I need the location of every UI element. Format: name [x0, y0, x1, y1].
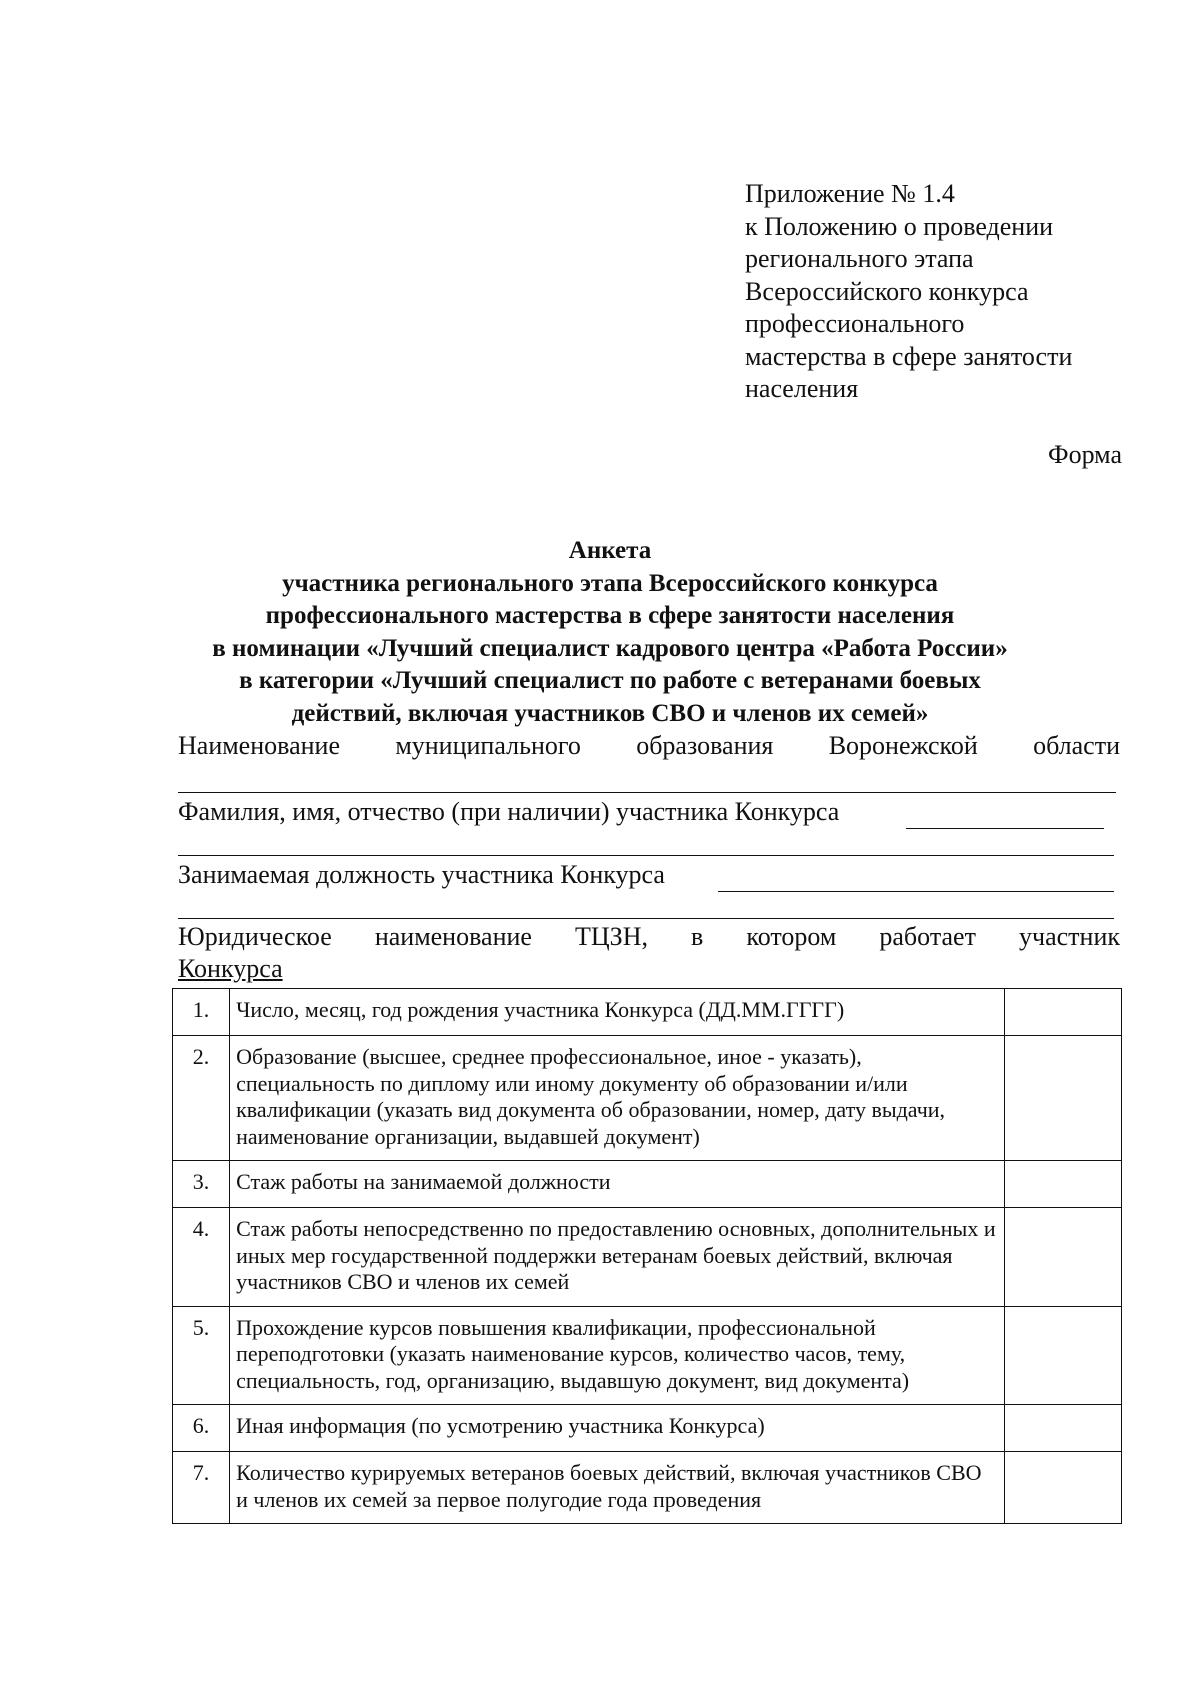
appendix-block: [745, 178, 1072, 406]
table-row: [173, 1208, 1122, 1307]
row-number: 6.: [173, 1405, 230, 1452]
appendix-line: регионального этапа: [745, 244, 974, 273]
answer-cell[interactable]: [1004, 1306, 1121, 1405]
legal-name-label: Юридическое наименование ТЦЗН, в котором работает участник: [178, 922, 1120, 951]
municipality-input-line[interactable]: [178, 792, 1116, 793]
row-number: 5.: [173, 1306, 230, 1405]
row-question: Образование (высшее, среднее профессиональное, иное - указать), специальность по диплому или иному документу об образовании и/или квалификации (указать вид документа об образовании, номер, дату выдачи, наименование организации, выдавшей документ): [230, 1036, 1005, 1161]
row-question: Количество курируемых ветеранов боевых действий, включая участников СВО и членов их семей за первое полугодие года проведения: [230, 1452, 1005, 1524]
appendix-line: профессионального: [745, 309, 965, 338]
table-row: [173, 1405, 1122, 1452]
appendix-line: мастерства в сфере занятости: [745, 341, 1073, 371]
title-line: действий, включая участников СВО и членов их семей»: [291, 699, 929, 727]
appendix-line: населения: [745, 374, 859, 403]
table-row: [173, 1306, 1122, 1405]
form-label: Форма: [1048, 440, 1122, 469]
fio-label: Фамилия, имя, отчество (при наличии) участника Конкурса: [178, 797, 840, 826]
row-number: 2.: [173, 1036, 230, 1161]
appendix-line: Приложение № 1.4: [745, 179, 955, 208]
title-line: в номинации «Лучший специалист кадрового центра «Работа России»: [212, 634, 1008, 662]
title-line: профессионального мастерства в сфере занятости населения: [265, 602, 955, 629]
answer-cell[interactable]: [1004, 1208, 1121, 1307]
appendix-line: Всероссийского конкурса: [745, 276, 1029, 306]
row-number: 7.: [173, 1452, 230, 1524]
title-line: участника регионального этапа Всероссийского конкурса: [282, 569, 938, 597]
fio-input-line-2[interactable]: [178, 855, 1114, 856]
row-number: 4.: [173, 1208, 230, 1307]
legal-name-label-cont: Конкурса: [178, 954, 283, 983]
table-row: [173, 1036, 1122, 1161]
row-question: Стаж работы на занимаемой должности: [230, 1161, 1005, 1208]
row-question: Стаж работы непосредственно по предоставлению основных, дополнительных и иных мер государственной поддержки ветеранам боевых действий, включая участников СВО и членов их семей: [230, 1208, 1005, 1307]
row-question: Прохождение курсов повышения квалификации, профессиональной переподготовки (указать наименование курсов, количество часов, тему, специальность, год, организацию, выдавшую документ, вид документа): [230, 1306, 1005, 1405]
title-line: в категории «Лучший специалист по работе с ветеранами боевых: [239, 667, 981, 694]
position-input-line[interactable]: [718, 891, 1114, 892]
answer-cell[interactable]: [1004, 1405, 1121, 1452]
row-question: Число, месяц, год рождения участника Конкурса (ДД.ММ.ГГГГ): [230, 989, 1005, 1036]
municipality-label: Наименование муниципального образования Воронежской области: [178, 731, 1120, 760]
table-row: [173, 1161, 1122, 1208]
position-label: Занимаемая должность участника Конкурса: [178, 860, 665, 889]
row-number: 1.: [173, 989, 230, 1036]
appendix-line: к Положению о проведении: [745, 211, 1054, 241]
document-title: [170, 535, 1050, 730]
answer-cell[interactable]: [1004, 989, 1121, 1036]
fio-input-line[interactable]: [906, 828, 1104, 829]
answer-cell[interactable]: [1004, 1036, 1121, 1161]
title-line: Анкета: [568, 537, 652, 564]
answer-cell[interactable]: [1004, 1161, 1121, 1208]
answer-cell[interactable]: [1004, 1452, 1121, 1524]
position-input-line-2[interactable]: [178, 918, 1114, 919]
table-row: [173, 1452, 1122, 1524]
table-row: [173, 989, 1122, 1036]
row-question: Иная информация (по усмотрению участника Конкурса): [230, 1405, 1005, 1452]
questionnaire-table: [172, 988, 1122, 1524]
row-number: 3.: [173, 1161, 230, 1208]
